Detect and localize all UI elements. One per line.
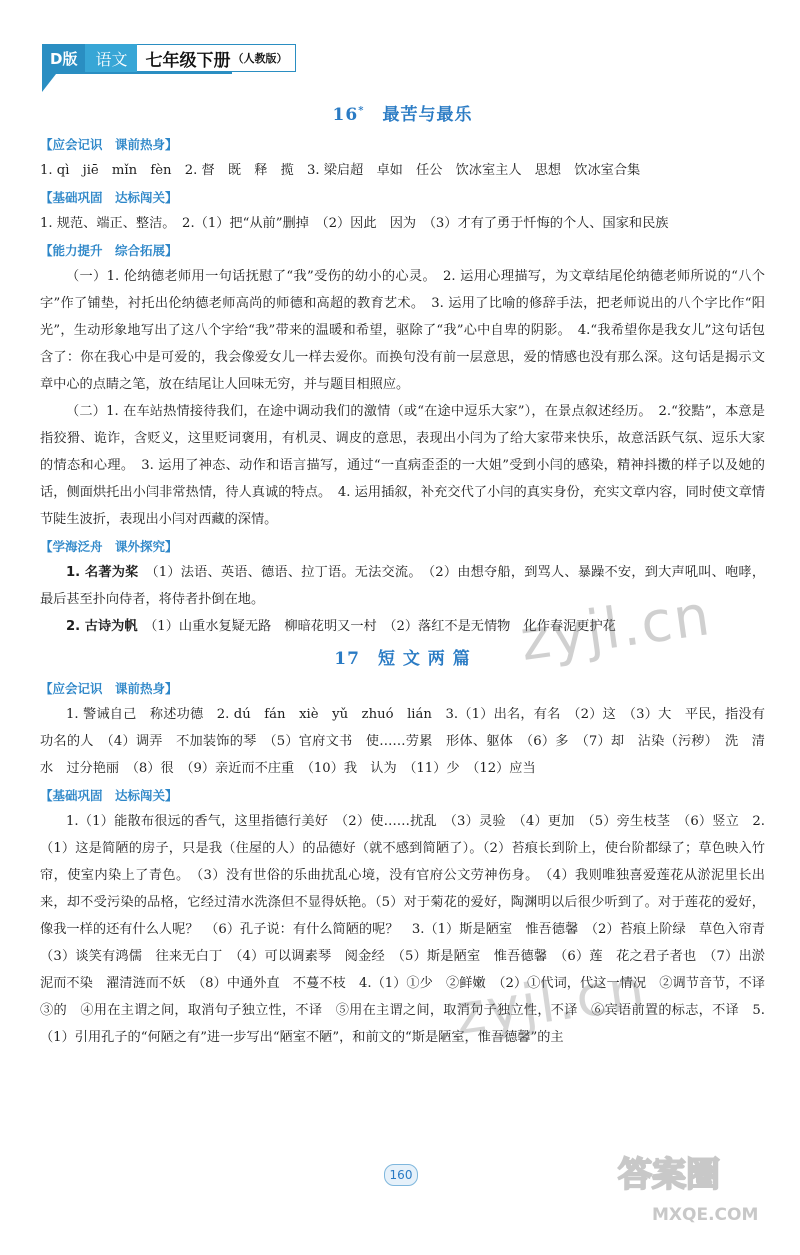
header-corner [42,74,56,92]
lesson-17-number: 17 [334,649,360,669]
lesson-16-title [40,100,765,125]
edition-badge: D版 [42,44,85,72]
answer-paragraph: 1. qì jiē mǐn fèn 2. 督 既 释 揽 3. 梁启超 卓如 任公 饮冰室主人 思想 饮冰室合集 [40,163,641,178]
answer-label: 1. 名著为桨 [66,565,139,580]
section-heading: 【学海泛舟 课外探究】 [40,539,178,554]
lesson-16-mark: * [358,105,365,117]
watermark: zyjl.cn [451,956,651,1049]
answer-paragraph: （二）1. 在车站热情接待我们，在途中调动我们的激情（或“在途中逗乐大家”），在景点叙述经历。 2.“狡黠”，本意是指狡猾、诡诈，含贬义，这里贬词褒用，有机灵、调皮的意思，表现出小闫为了给大家带来快乐，故意活跃气氛、逗乐大家的情态和心理。 3. 运用了神态、动作和语言描写，通过“一直病歪歪的一大姐”受到小闫的感染，精神抖擞的样子以及她的话，侧面烘托出小闫非常热情，待人真诚的特点。 4. 运用插叙，补充交代了小闫的真实身份，充实文章内容，同时使文章情节陡生波折，表现出小闫对西藏的深情。 [40,404,765,527]
section-heading: 【基础巩固 达标闯关】 [40,190,178,205]
logo-url: MXQE.COM [652,1205,759,1225]
answer-paragraph: 1. 规范、端正、整洁。 2.（1）把“从前”删掉 （2）因此 因为 （3）才有了勇于忏悔的个人、国家和民族 [40,216,669,231]
logo-text: 答案圈 [618,1155,720,1195]
lesson-16-number: 16 [332,105,359,125]
lesson-17-name: 短 文 两 篇 [377,649,471,669]
section-heading: 【基础巩固 达标闯关】 [40,788,178,803]
section-heading: 【应会记识 课前热身】 [40,137,178,152]
header-rule [42,72,232,74]
book-header [42,44,296,72]
answer-text: （1）法语、英语、德语、拉丁语。无法交流。 （2）由想夺船，到骂人、暴躁不安，到大声吼叫、咆哮，最后甚至扑向侍者，将侍者扑倒在地。 [40,565,766,607]
section-heading: 【应会记识 课前热身】 [40,681,178,696]
watermark: zyjl.cn [516,582,716,675]
subject-label: 语文 [85,44,137,72]
answer-paragraph: （一）1. 伦纳德老师用一句话抚慰了“我”受伤的幼小的心灵。 2. 运用心理描写，为文章结尾伦纳德老师所说的“八个字”作了铺垫，衬托出伦纳德老师高尚的师德和高超的教育艺术。 3. 运用了比喻的修辞手法，把老师说出的八个字比作“阳光”，生动形象地写出了这八个字给“我”带来的温暖和希望，驱除了“我”心中自卑的阴影。 4.“我希望你是我女儿”这句话包含了：你在我心中是可爱的，我会像爱女儿一样去爱你。而换句没有前一层意思，爱的情感也没有那么深。这句话是揭示文章中心的点睛之笔，放在结尾让人回味无穷，并与题目相照应。 [40,269,765,392]
section-heading: 【能力提升 综合拓展】 [40,243,178,258]
grade-label [137,44,296,72]
answer-circle-logo [612,1140,762,1230]
version-text: （人教版） [232,52,288,65]
page-number: 160 [384,1164,418,1186]
answer-content [40,96,779,1051]
answer-text: （1）山重水复疑无路 柳暗花明又一村 （2）落红不是无情物 化作春泥更护花 [150,619,616,634]
answer-paragraph: 1.（1）能散布很远的香气，这里指德行美好 （2）使……扰乱 （3）灵验 （4）更加 （5）旁生枝茎 （6）竖立 2.（1）这是简陋的房子，只是我（住屋的人）的品德好（就不感到简陋了）。（2）苔痕长到阶上，使台阶都绿了；草色映入竹帘，使室内染上了青色。 （3）没有世俗的乐曲扰乱心境，没有官府公文劳神伤身。 （4）我则唯独喜爱莲花从淤泥里长出来，却不受污染的品格，它经过清水洗涤但不显得妖艳。（5）对于菊花的爱好，陶渊明以后很少听到了。对于莲花的爱好，像我一样的还有什么人呢？ （6）孔子说：有什么简陋的呢？ 3.（1）斯是陋室 惟吾德馨 （2）苔痕上阶绿 草色入帘青 （3）谈笑有鸿儒 往来无白丁 （4）可以调素琴 阅金经 （5）斯是陋室 惟吾德馨 （6）莲 花之君子者也 （7）出淤泥而不染 濯清涟而不妖 （8）中通外直 不蔓不枝 4.（1）①少 ②鲜嫩 （2）①代词，代这一情况 ②调节音节，不译 ③的 ④用在主谓之间，取消句子独立性，不译 ⑤用在主谓之间，取消句子独立性，不译 ⑥宾语前置的标志，不译 5.（1）引用孔子的“何陋之有”进一步写出“陋室不陋”，和前文的“斯是陋室，惟吾德馨”的主 [40,814,779,1045]
answer-paragraph: 1. 警诫自己 称述功德 2. dú fán xiè yǔ zhuó lián 3.（1）出名，有名 （2）这 （3）大 平民，指没有功名的人 （4）调弄 不加装饰的琴 （5）官府文书 使……劳累 形体、躯体 （6）多 （7）却 沾染（污秽） 洗 清水 过分艳丽 （8）很 （9）亲近而不庄重 （10）我 认为 （11）少 （12）应当 [40,707,765,776]
answer-label: 2. 古诗为帆 [66,619,138,634]
lesson-16-name: 最苦与最乐 [382,105,473,125]
grade-text: 七年级下册 [145,50,231,71]
